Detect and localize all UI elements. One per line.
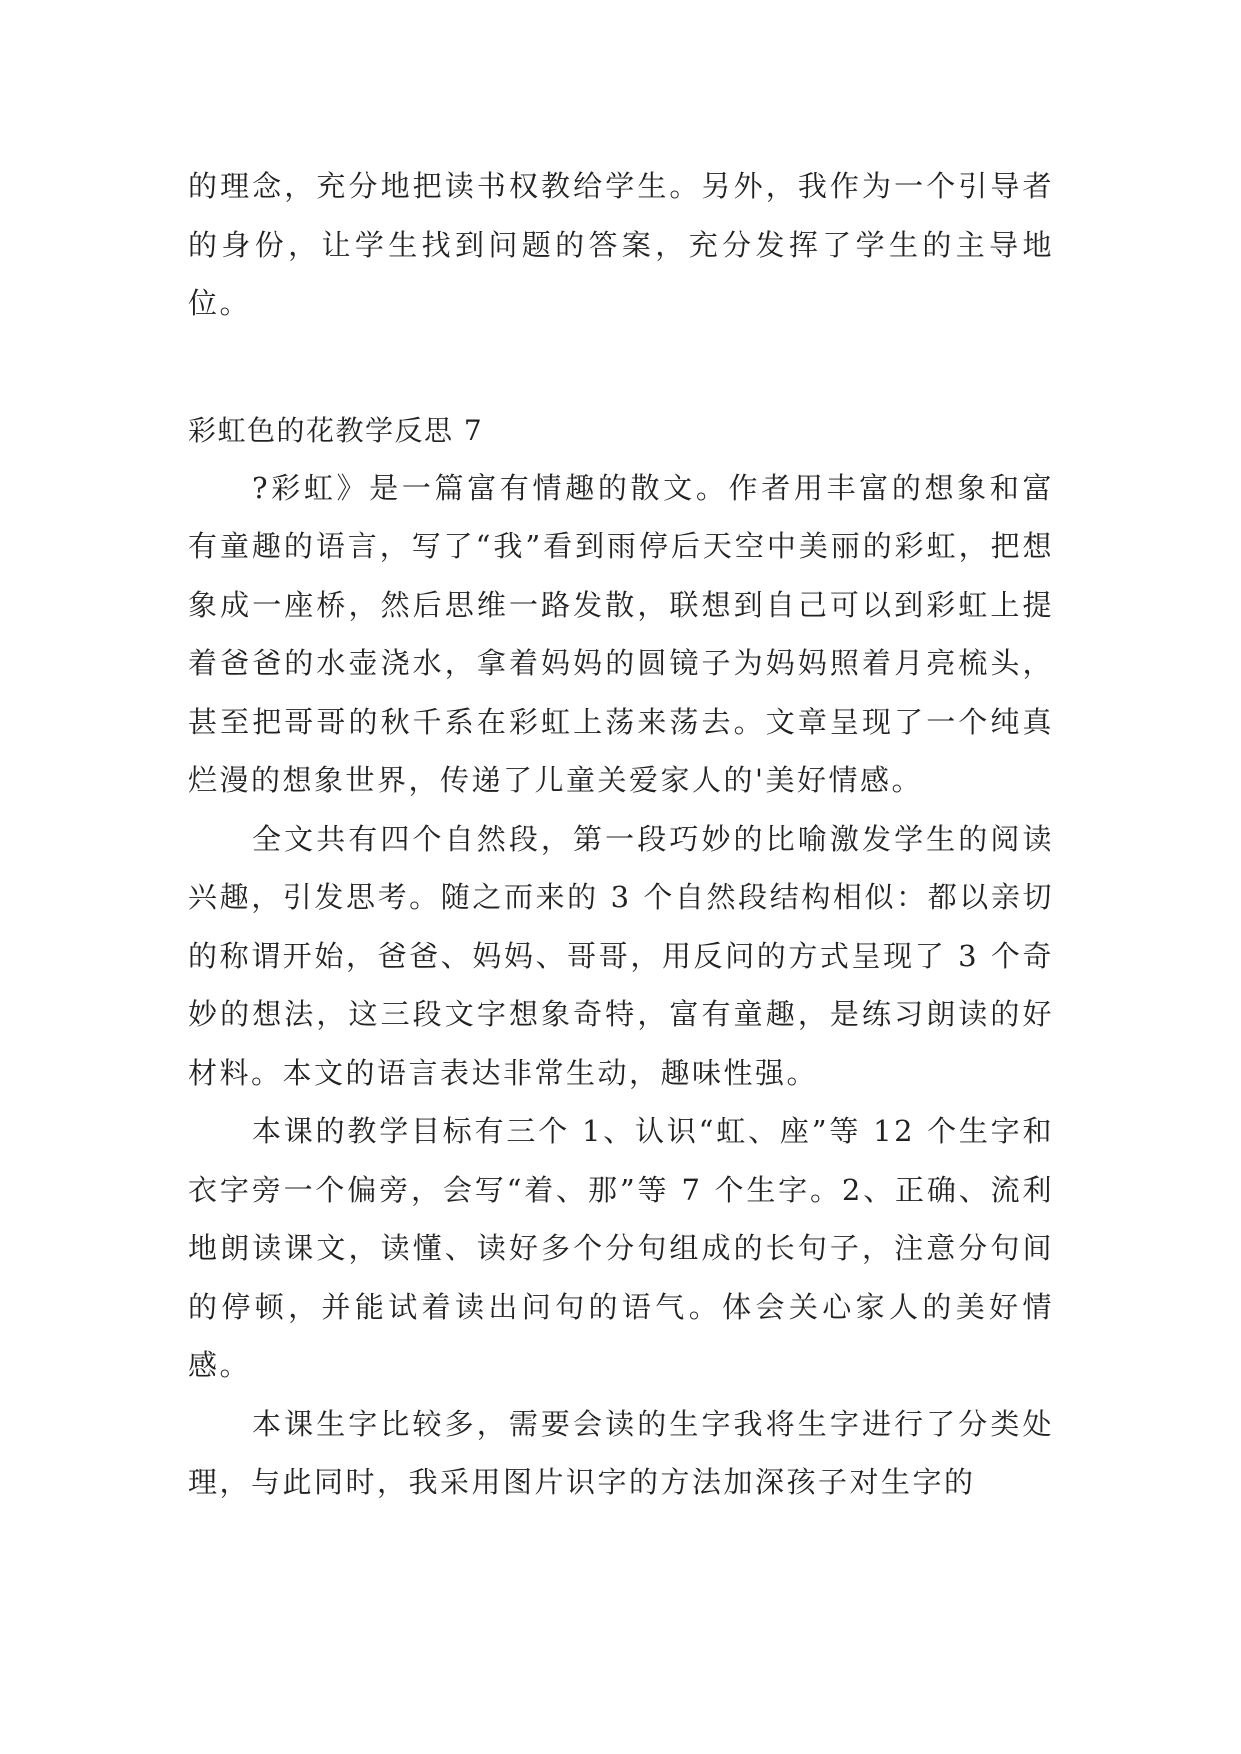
document-page — [188, 157, 1054, 1512]
paragraph-4: 本课生字比较多，需要会读的生字我将生字进行了分类处理，与此同时，我采用图片识字的方法加深孩子对生字的 — [188, 1406, 1054, 1499]
section-heading: 彩虹色的花教学反思 7 — [188, 413, 484, 447]
paragraph-2: 全文共有四个自然段，第一段巧妙的比喻激发学生的阅读兴趣，引发思考。随之而来的 3 个自然段结构相似：都以亲切的称谓开始，爸爸、妈妈、哥哥，用反问的方式呈现了 3 个奇妙的想法，这三段文字想象奇特，富有童趣，是练习朗读的好材料。本文的语言表达非常生动，趣味性强。 — [188, 821, 1054, 1090]
paragraph-3: 本课的教学目标有三个 1、认识“虹、座”等 12 个生字和衣字旁一个偏旁，会写“着、那”等 7 个生字。2、正确、流利地朗读课文，读懂、读好多个分句组成的长句子，注意分句间的停顿，并能试着读出问句的语气。体会关心家人的美好情感。 — [188, 1114, 1054, 1382]
paragraph-continuation: 的理念，充分地把读书权教给学生。另外，我作为一个引导者的身份，让学生找到问题的答案，充分发挥了学生的主导地位。 — [188, 169, 1054, 320]
paragraph-1: ?彩虹》是一篇富有情趣的散文。作者用丰富的想象和富有童趣的语言，写了“我”看到雨停后天空中美丽的彩虹，把想象成一座桥，然后思维一路发散，联想到自己可以到彩虹上提着爸爸的水壶浇水，拿着妈妈的圆镜子为妈妈照着月亮梳头，甚至把哥哥的秋千系在彩虹上荡来荡去。文章呈现了一个纯真烂漫的想象世界，传递了儿童关爱家人的'美好情感。 — [188, 470, 1054, 797]
section-gap — [188, 333, 1054, 403]
